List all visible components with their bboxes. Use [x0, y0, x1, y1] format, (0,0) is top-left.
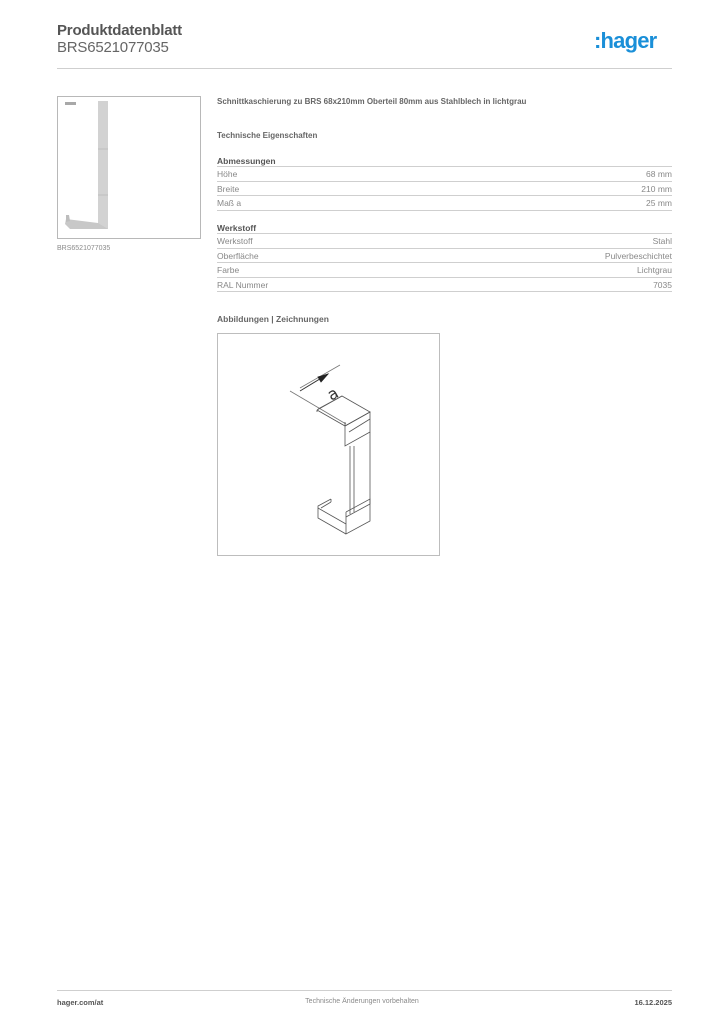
property-row [217, 263, 672, 278]
property-row [217, 249, 672, 264]
footer-date: 16.12.2025 [634, 998, 672, 1007]
property-value: 25 mm [646, 198, 672, 208]
property-value: 210 mm [641, 183, 672, 194]
property-row [217, 167, 672, 182]
property-label: Farbe [217, 265, 240, 275]
section-title: Abmessungen [217, 155, 672, 167]
product-image [57, 96, 201, 239]
section-title: Werkstoff [217, 222, 672, 234]
property-label: RAL Nummer [217, 279, 269, 290]
technical-properties-heading: Technische Eigenschaften [217, 131, 318, 140]
cover-drawing-icon [218, 334, 439, 555]
svg-text:a: a [323, 383, 342, 405]
property-value: Pulverbeschichtet [604, 250, 672, 261]
hager-logo: :hager [594, 28, 657, 53]
section-dimensions [217, 155, 672, 211]
section-material [217, 222, 672, 292]
technical-drawing [217, 333, 440, 556]
figures-heading: Abbildungen | Zeichnungen [217, 314, 329, 324]
property-label: Werkstoff [217, 236, 253, 246]
header-divider [57, 68, 672, 69]
product-code: BRS6521077035 [57, 39, 169, 56]
footer-disclaimer: Technische Änderungen vorbehalten [305, 998, 419, 1005]
property-value: Lichtgrau [637, 265, 672, 275]
product-description: Schnittkaschierung zu BRS 68x210mm Oberteil 80mm aus Stahlblech in lichtgrau [217, 97, 527, 106]
product-photo-icon [58, 97, 200, 238]
property-row [217, 278, 672, 293]
property-value: 68 mm [646, 169, 672, 179]
product-image-caption: BRS6521077035 [57, 245, 111, 252]
property-value: Stahl [652, 236, 672, 246]
property-label: Maß a [217, 198, 242, 208]
footer-website: hager.com/at [57, 998, 104, 1007]
property-row [217, 196, 672, 211]
property-value: 7035 [653, 279, 672, 290]
property-row [217, 182, 672, 197]
property-label: Höhe [217, 169, 238, 179]
document-title: Produktdatenblatt [57, 22, 182, 39]
property-label: Breite [217, 183, 240, 194]
property-row [217, 234, 672, 249]
property-label: Oberfläche [217, 250, 259, 261]
footer-divider [57, 990, 672, 991]
